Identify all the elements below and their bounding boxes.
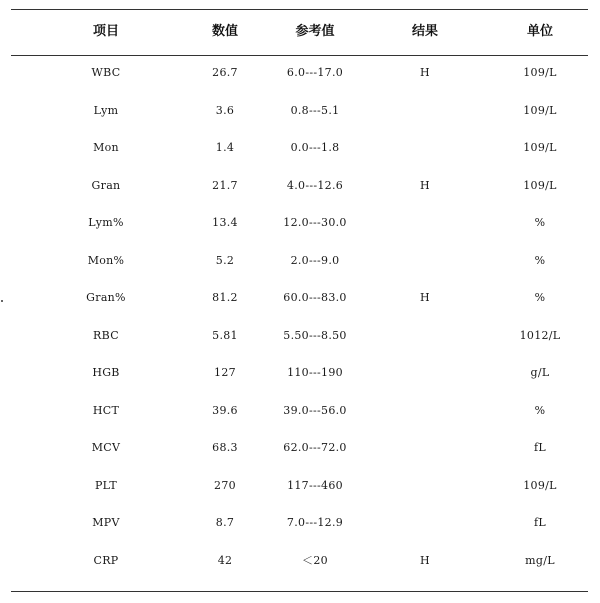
table-row	[0, 476, 600, 496]
cell-reference: 62.0---72.0	[283, 441, 347, 454]
cell-reference: ＜20	[302, 553, 328, 567]
table-row	[0, 138, 600, 158]
cell-item: HGB	[92, 366, 120, 379]
cell-unit: 109/L	[523, 178, 557, 192]
header-item: 项目	[92, 24, 119, 39]
cell-unit: 109/L	[523, 141, 557, 154]
cell-unit: fL	[534, 441, 546, 454]
table-top-rule	[11, 9, 588, 10]
cell-unit: %	[534, 291, 546, 304]
cell-value: 8.7	[215, 516, 235, 529]
cell-reference: 7.0---12.9	[286, 516, 344, 529]
cell-unit: g/L	[530, 366, 550, 379]
cell-unit: %	[534, 403, 546, 417]
cell-value: 127	[214, 366, 236, 379]
cell-value: 39.6	[212, 403, 238, 417]
table-row	[0, 63, 600, 83]
header-unit: 单位	[526, 24, 553, 39]
cell-value: 68.3	[212, 441, 238, 454]
cell-value: 81.2	[212, 291, 238, 304]
cell-reference: 0.0---1.8	[290, 141, 340, 154]
cell-item: Mon	[93, 141, 119, 154]
table-row	[0, 513, 600, 533]
table-bottom-rule	[11, 591, 588, 592]
table-row	[0, 438, 600, 458]
cell-reference: 60.0---83.0	[283, 291, 347, 304]
cell-value: 42	[217, 553, 233, 567]
cell-reference: 6.0---17.0	[286, 66, 344, 79]
cell-result: H	[420, 553, 430, 567]
cell-reference: 0.8---5.1	[290, 103, 340, 117]
table-row	[0, 363, 600, 383]
cell-item: MPV	[92, 516, 120, 529]
cell-reference: 39.0---56.0	[283, 403, 347, 417]
table-row	[0, 288, 600, 308]
cell-result: H	[420, 291, 430, 304]
cell-item: Lym%	[88, 216, 124, 229]
cell-item: Lym	[93, 103, 119, 117]
cell-value: 270	[214, 478, 236, 492]
table-header	[0, 22, 600, 42]
header-result: 结果	[411, 24, 438, 39]
cell-item: PLT	[94, 478, 118, 492]
header-reference: 参考值	[295, 24, 335, 39]
cell-item: MCV	[91, 441, 121, 454]
table-row	[0, 176, 600, 196]
table-row	[0, 101, 600, 121]
table-header-rule	[11, 55, 588, 56]
cell-reference: 117---460	[287, 478, 343, 492]
header-value: 数值	[211, 24, 238, 39]
cell-unit: 109/L	[523, 66, 557, 79]
cell-item: HCT	[92, 403, 120, 417]
cell-unit: %	[534, 253, 546, 267]
cell-unit: 109/L	[523, 478, 557, 492]
cell-item: CRP	[93, 553, 119, 567]
cell-item: WBC	[91, 66, 121, 79]
cell-value: 21.7	[212, 178, 238, 192]
table-row	[0, 401, 600, 421]
cell-reference: 110---190	[287, 366, 343, 379]
cell-value: 1.4	[215, 141, 235, 154]
cell-result: H	[420, 66, 430, 79]
cell-value: 5.2	[215, 253, 235, 267]
cell-reference: 5.50---8.50	[283, 328, 347, 342]
cell-item: Mon%	[87, 253, 125, 267]
cell-reference: 12.0---30.0	[283, 216, 347, 229]
cell-unit: 1012/L	[519, 328, 561, 342]
cell-unit: 109/L	[523, 103, 557, 117]
cell-value: 5.81	[212, 328, 238, 342]
cell-unit: fL	[534, 516, 546, 529]
cell-value: 13.4	[212, 216, 238, 229]
cell-result: H	[420, 178, 430, 192]
cell-value: 26.7	[212, 66, 238, 79]
cell-item: Gran	[91, 178, 121, 192]
cell-unit: %	[534, 216, 546, 229]
cell-item: RBC	[93, 328, 119, 342]
cell-reference: 2.0---9.0	[290, 253, 340, 267]
table-row	[0, 551, 600, 571]
table-row	[0, 326, 600, 346]
table-row	[0, 251, 600, 271]
table-row	[0, 213, 600, 233]
cell-unit: mg/L	[525, 553, 555, 567]
cell-item: Gran%	[86, 291, 126, 304]
cell-value: 3.6	[215, 103, 235, 117]
cell-reference: 4.0---12.6	[286, 178, 344, 192]
